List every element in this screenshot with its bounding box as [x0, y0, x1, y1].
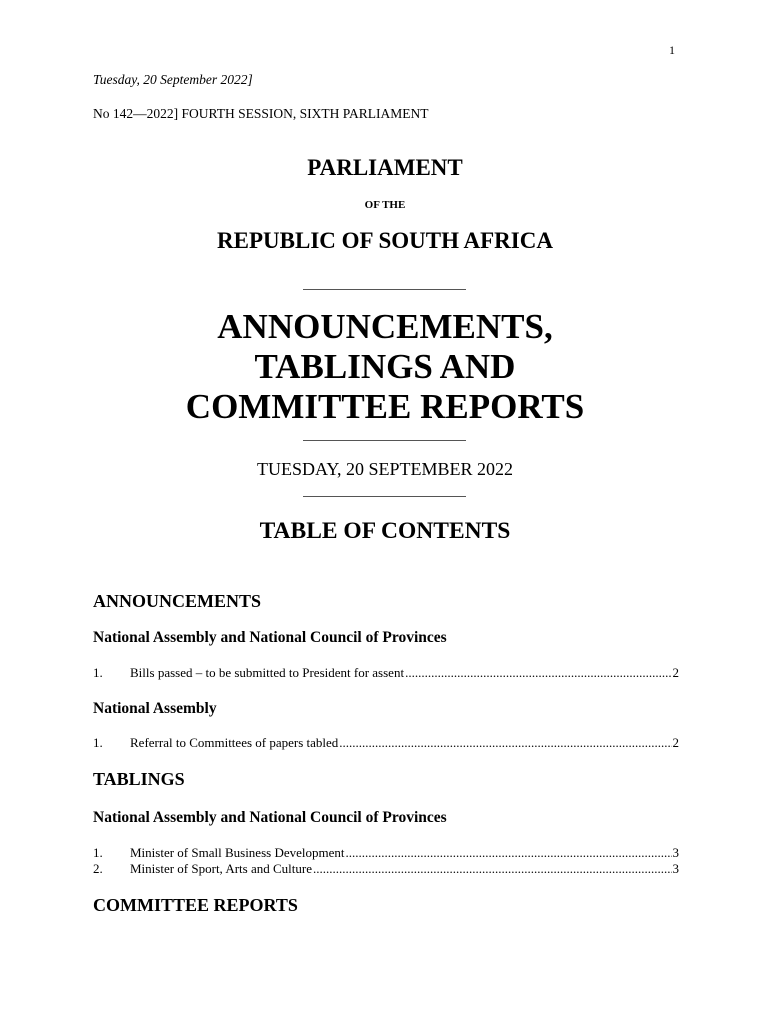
divider-rule — [303, 496, 466, 497]
subheading-na: National Assembly — [93, 700, 217, 717]
document-title-line: ANNOUNCEMENTS, — [217, 307, 553, 346]
section-heading-tablings: TABLINGS — [93, 769, 185, 789]
toc-entry[interactable] — [93, 735, 679, 751]
masthead-parliament: PARLIAMENT — [307, 155, 463, 180]
toc-entry-page: 3 — [672, 861, 679, 876]
divider-rule — [303, 440, 466, 441]
divider-rule — [303, 289, 466, 290]
session-date: TUESDAY, 20 SEPTEMBER 2022 — [256, 459, 514, 479]
toc-entry-page: 2 — [672, 665, 679, 680]
subheading-na-ncop: National Assembly and National Council of Provinces — [93, 809, 447, 826]
toc-entry-number: 1. — [93, 845, 103, 860]
document-title — [0, 307, 770, 427]
date-line: Tuesday, 20 September 2022] — [93, 72, 253, 87]
toc-dot-leader — [345, 845, 671, 861]
toc-entry-page: 3 — [672, 845, 679, 860]
toc-dot-leader — [313, 861, 672, 877]
toc-entry-text: Minister of Small Business Development — [130, 845, 345, 860]
toc-dot-leader — [339, 735, 671, 751]
page-number: 1 — [669, 43, 675, 57]
toc-entry-page: 2 — [672, 735, 679, 750]
masthead-of-the: OF THE — [364, 199, 406, 211]
toc-entry-number: 1. — [93, 735, 103, 750]
toc-entry-text: Referral to Committees of papers tabled — [130, 735, 339, 750]
toc-entry-text: Minister of Sport, Arts and Culture — [130, 861, 312, 876]
toc-entry[interactable] — [93, 665, 679, 681]
toc-entry[interactable] — [93, 861, 679, 877]
section-heading-committee-reports: COMMITTEE REPORTS — [93, 895, 298, 915]
document-title-line: TABLINGS AND — [254, 347, 516, 386]
masthead-country: REPUBLIC OF SOUTH AFRICA — [217, 228, 553, 253]
subheading-na-ncop: National Assembly and National Council of Provinces — [93, 629, 447, 646]
toc-entry-number: 1. — [93, 665, 103, 680]
toc-entry[interactable] — [93, 845, 679, 861]
toc-dot-leader — [405, 665, 671, 681]
document-title-line: COMMITTEE REPORTS — [185, 387, 585, 426]
toc-entry-number: 2. — [93, 861, 103, 876]
section-heading-announcements: ANNOUNCEMENTS — [93, 591, 262, 611]
toc-entry-text: Bills passed – to be submitted to President for assent — [130, 665, 405, 680]
issue-line: No 142—2022] FOURTH SESSION, SIXTH PARLIAMENT — [93, 106, 429, 121]
toc-title: TABLE OF CONTENTS — [259, 518, 511, 544]
